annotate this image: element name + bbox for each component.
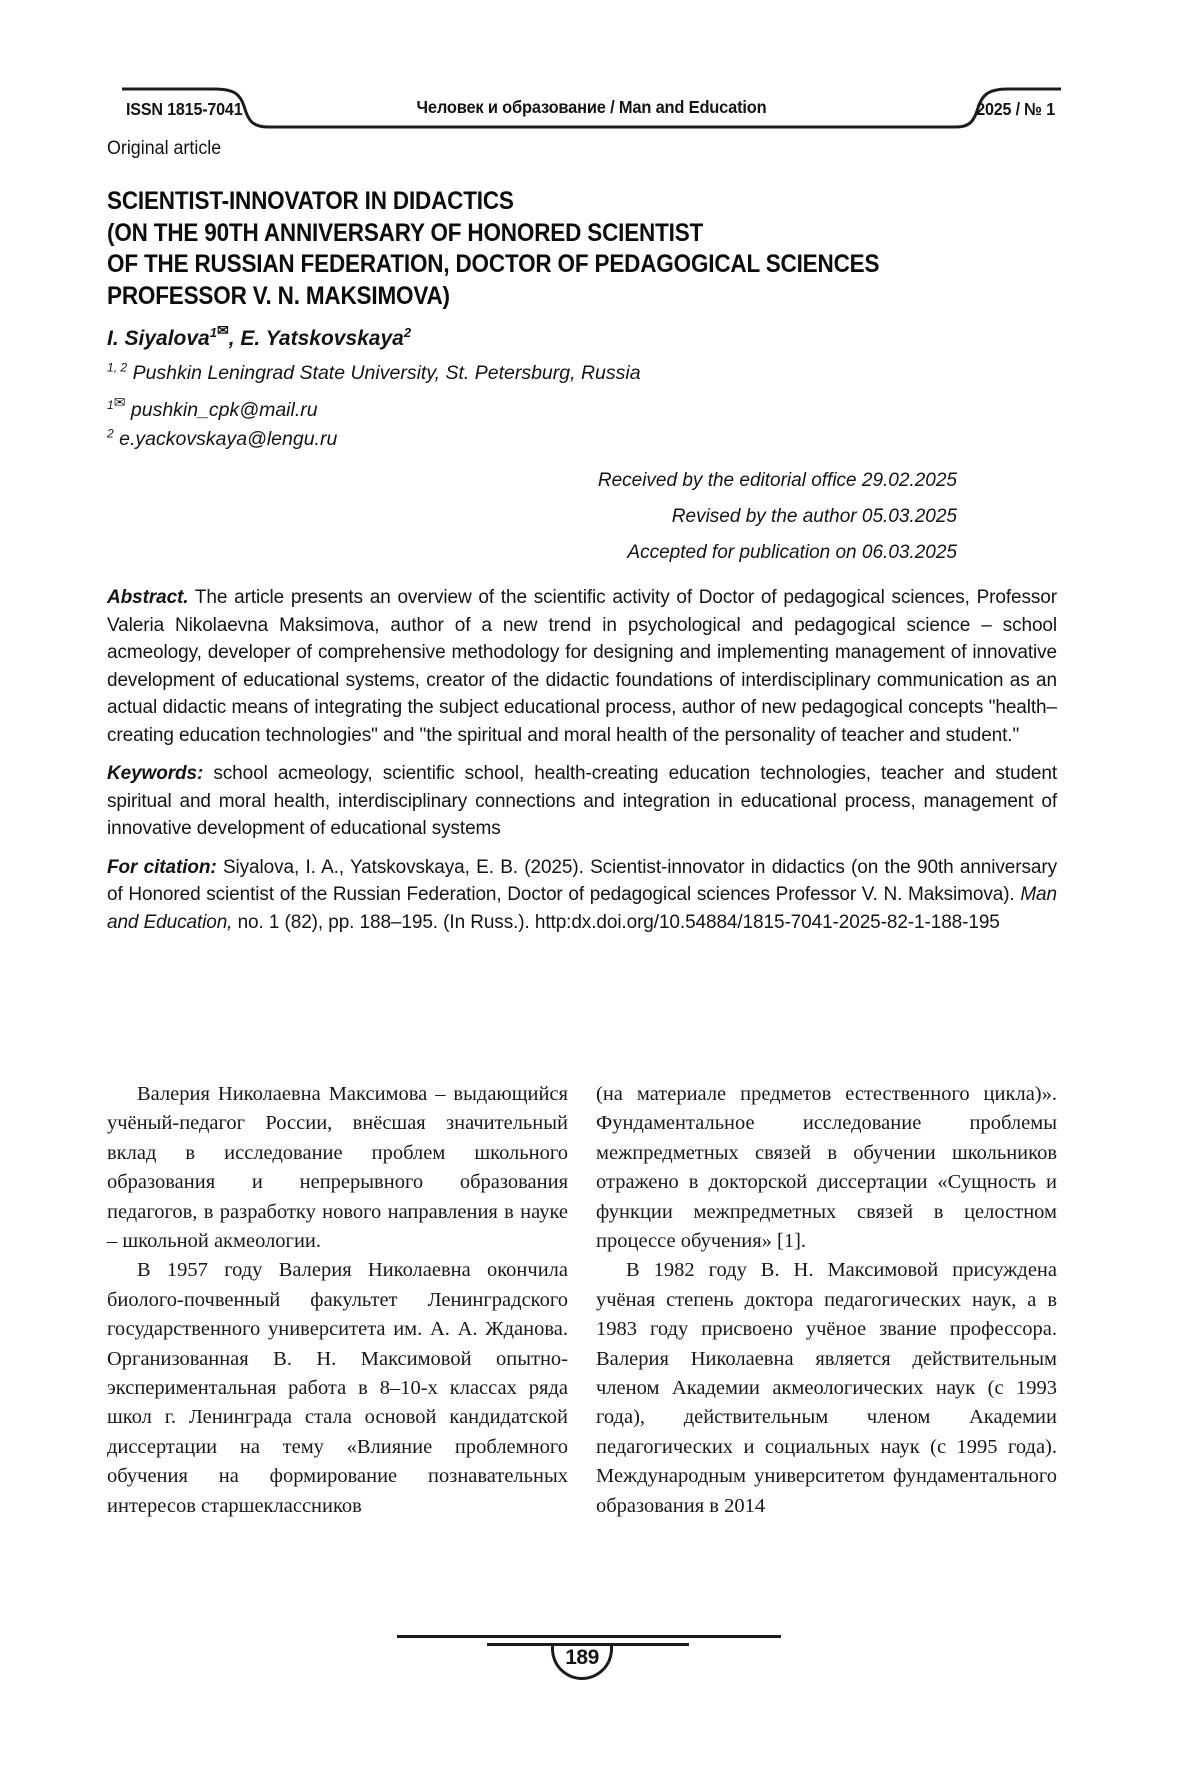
revised-date: Revised by the author 05.03.2025 xyxy=(671,506,957,527)
article-title xyxy=(107,186,1057,312)
abstract-paragraph xyxy=(107,584,1057,749)
author2-name: E. Yatskovskaya xyxy=(240,327,404,350)
authors-separator: , xyxy=(228,327,241,350)
footer-rule-long xyxy=(397,1635,781,1638)
editorial-dates xyxy=(107,463,1057,571)
citation-journal-name: Man and Education, xyxy=(107,884,1057,933)
left-column xyxy=(107,1080,568,1521)
author2-sup: 2 xyxy=(403,325,412,340)
body-paragraph-3: В 1982 году В. Н. Максимовой присуждена учёная степень доктора педагогических наук, а в 1983 году присвоено учёное звание профессора. Валерия Николаевна является действительным членом Академии акмеологических наук (с 1993 года), действительным членом Академии педагогических и социальных наук (с 1995 года). Международным университетом фундаментального образования в 2014 xyxy=(596,1259,1057,1517)
affiliation-text: Pushkin Leningrad State University, St. Petersburg, Russia xyxy=(132,362,641,384)
affiliation-sup: 1, 2 xyxy=(107,360,128,375)
front-matter xyxy=(107,138,1057,947)
author1-name: I. Siyalova xyxy=(107,327,210,350)
body-paragraph-2: В 1957 году Валерия Николаевна окончила биолого-почвенный факультет Ленинградского государственного университета им. А. А. Жданова. Организованная В. Н. Максимовой опытно-экспериментальная работа в 8–10-х классах ряда школ г. Ленинграда стала основой кандидатской диссертации на тему «Влияние проблемного обучения на формирование познавательных интересов старшеклассников xyxy=(107,1259,568,1517)
article-type-label: Original article xyxy=(107,138,222,159)
citation-paragraph xyxy=(107,854,1057,937)
body-paragraph-2-continued: (на материале предметов естественного цикла)». Фундаментальное исследование проблемы межпредметных связей в обучении школьников отражено в докторской диссертации «Сущность и функции межпредметных связей в целостном процессе обучения» [1]. xyxy=(596,1083,1057,1253)
citation-text-after: no. 1 (82), pp. 188–195. (In Russ.). http:dx.doi.org/10.54884/1815-7041-2025-82-1-188-195 xyxy=(237,911,1000,933)
abstract-label: Abstract. xyxy=(107,587,189,608)
page-number: 189 xyxy=(565,1646,599,1669)
issn-label: ISSN 1815-7041 xyxy=(126,99,243,119)
mail-icon: ✉ xyxy=(113,393,126,410)
page-number-bubble xyxy=(551,1646,613,1680)
title-line-3: OF THE RUSSIAN FEDERATION, DOCTOR OF PEDAGOGICAL SCIENCES xyxy=(107,250,880,278)
authors-line xyxy=(107,322,1057,352)
title-line-4: PROFESSOR V. N. MAKSIMOVA) xyxy=(107,281,450,310)
email-line-1 xyxy=(107,393,1057,425)
keywords-text: school acmeology, scientific school, health-creating education technologies, teacher and student spiritual and moral health, interdisciplinary connections and integration in educational process, management of innovative development of educational systems xyxy=(107,763,1057,839)
email2-sup: 2 xyxy=(107,426,114,441)
author1-affil-mark xyxy=(209,322,229,340)
abstract-text: The article presents an overview of the scientific activity of Doctor of pedagogical sciences, Professor Valeria Nikolaevna Maksimova, author of a new trend in psychological and pedagogical science – school acmeology, developer of comprehensive methodology for designing and implementing management of innovative development of educational systems, creator of the didactic foundations of interdisciplinary communication as an actual didactic means of integrating the subject educational process, author of new pedagogical concepts "health–creating education technologies" and "the spiritual and moral health of the personality of teacher and student." xyxy=(107,587,1057,746)
keywords-paragraph xyxy=(107,760,1057,843)
emails-block xyxy=(107,393,1057,454)
email2-address: e.yackovskaya@lengu.ru xyxy=(119,428,338,450)
right-column xyxy=(596,1080,1057,1521)
citation-text-before: Siyalova, I. A., Yatskovskaya, E. B. (2025). Scientist-innovator in didactics (on the 90th anniversary of Honored scientist of the Russian Federation, Doctor of pedagogical sciences Professor V. N. Maksimova). xyxy=(107,856,1057,905)
journal-title: Человек и образование / Man and Education xyxy=(416,97,767,117)
affiliation-line xyxy=(107,361,1057,385)
title-line-2: (ON THE 90TH ANNIVERSARY OF HONORED SCIENTIST xyxy=(107,218,704,247)
received-date: Received by the editorial office 29.02.2025 xyxy=(597,470,957,491)
author1-sup: 1 xyxy=(209,325,217,340)
title-line-1: SCIENTIST-INNOVATOR IN DIDACTICS xyxy=(107,187,514,215)
email1-sup: 1 xyxy=(107,397,114,412)
accepted-date: Accepted for publication on 06.03.2025 xyxy=(627,542,957,563)
citation-label: For citation: xyxy=(107,856,217,878)
email1-address: pushkin_cpk@mail.ru xyxy=(130,399,318,421)
mail-icon: ✉ xyxy=(216,322,229,338)
keywords-label: Keywords: xyxy=(107,763,204,784)
email1-affil-mark xyxy=(107,393,126,412)
email-line-2 xyxy=(107,425,1057,454)
body-paragraph-1: Валерия Николаевна Максимова – выдающийся учёный-педагог России, внёсшая значительный вклад в исследование проблем школьного образования и непрерывного образования педагогов, в разработку нового направления в науке – школьной акмеологии. xyxy=(107,1083,568,1253)
issue-label: 2025 / № 1 xyxy=(976,99,1055,119)
body-columns xyxy=(107,1080,1057,1521)
